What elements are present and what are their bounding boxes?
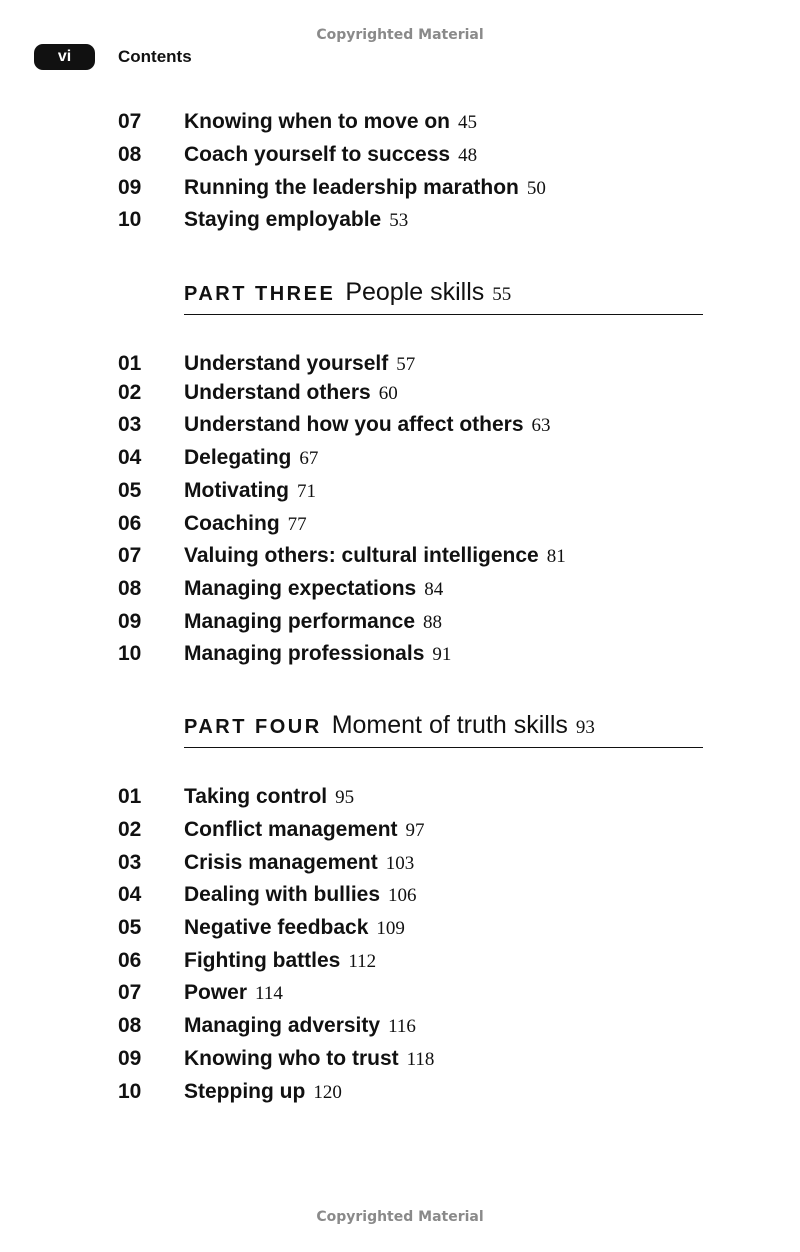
chapter-title: Understand others	[184, 381, 371, 404]
page-reference: 103	[385, 853, 415, 874]
chapter-number: 01	[118, 785, 142, 808]
chapter-title: Negative feedback	[184, 916, 369, 939]
page-reference: 63	[531, 415, 551, 436]
chapter-title: Managing expectations	[184, 577, 417, 600]
page-number-badge: vi	[34, 44, 95, 70]
chapter-title: Motivating	[184, 479, 289, 502]
page-reference: 106	[388, 885, 417, 906]
chapter-number: 04	[118, 883, 142, 906]
page-reference: 116	[388, 1016, 416, 1037]
copyright-watermark-bottom: Copyrighted Material	[316, 1209, 484, 1225]
chapter-number: 01	[118, 352, 142, 375]
chapter-number: 02	[118, 381, 142, 404]
chapter-number: 05	[118, 916, 142, 939]
page-reference: 114	[255, 983, 283, 1004]
page-reference: 97	[405, 820, 425, 841]
chapter-number: 03	[118, 413, 142, 436]
chapter-number: 07	[118, 981, 142, 1004]
chapter-title: Coach yourself to success	[184, 143, 451, 166]
chapter-title: Delegating	[184, 446, 292, 469]
chapter-title: Dealing with bullies	[184, 883, 381, 906]
part-page-reference: 93	[575, 717, 595, 738]
page-reference: 48	[458, 145, 478, 166]
page-reference: 109	[376, 918, 405, 939]
page-reference: 91	[432, 644, 452, 665]
part-label: PART FOUR	[184, 716, 322, 738]
chapter-title: Power	[184, 981, 248, 1004]
chapter-number: 10	[118, 642, 142, 665]
part-title: People skills	[345, 278, 485, 306]
page-reference: 50	[526, 178, 546, 199]
page-reference: 88	[423, 612, 443, 633]
chapter-title: Understand how you affect others	[184, 413, 524, 436]
chapter-title: Knowing when to move on	[184, 110, 450, 133]
chapter-number: 10	[118, 208, 142, 231]
page-reference: 84	[424, 579, 444, 600]
part-page-reference: 55	[492, 284, 512, 305]
page-reference: 77	[287, 514, 307, 535]
page-reference: 118	[406, 1049, 435, 1070]
chapter-title: Taking control	[184, 785, 328, 808]
chapter-title: Staying employable	[184, 208, 382, 231]
part-label: PART THREE	[184, 283, 336, 305]
copyright-watermark-top: Copyrighted Material	[316, 27, 484, 43]
page-reference: 71	[297, 481, 316, 502]
chapter-number: 08	[118, 577, 142, 600]
chapter-title: Managing professionals	[184, 642, 425, 665]
part-three-heading[interactable]	[184, 272, 703, 315]
chapter-title: Understand yourself	[184, 352, 389, 375]
chapter-number: 06	[118, 512, 142, 535]
chapter-title: Running the leadership marathon	[184, 176, 519, 199]
chapter-number: 03	[118, 851, 142, 874]
chapter-title: Conflict management	[184, 818, 398, 841]
part-four-heading[interactable]	[184, 705, 703, 748]
page-reference: 112	[348, 951, 377, 972]
chapter-number: 09	[118, 610, 142, 633]
page-reference: 120	[313, 1082, 342, 1103]
chapter-title: Managing adversity	[184, 1014, 381, 1037]
page-reference: 67	[299, 448, 319, 469]
chapter-number: 05	[118, 479, 142, 502]
chapter-title: Valuing others: cultural intelligence	[184, 544, 539, 567]
chapter-number: 10	[118, 1080, 142, 1103]
chapter-title: Coaching	[184, 512, 280, 535]
chapter-title: Crisis management	[184, 851, 378, 874]
chapter-number: 02	[118, 818, 142, 841]
chapter-number: 07	[118, 110, 142, 133]
chapter-number: 08	[118, 143, 142, 166]
chapter-number: 07	[118, 544, 142, 567]
page-reference: 95	[335, 787, 355, 808]
chapter-number: 04	[118, 446, 142, 469]
part-title: Moment of truth skills	[331, 711, 568, 739]
chapter-title: Managing performance	[184, 610, 416, 633]
chapter-title: Fighting battles	[184, 949, 341, 972]
chapter-number: 08	[118, 1014, 142, 1037]
chapter-title: Knowing who to trust	[184, 1047, 399, 1070]
chapter-number: 09	[118, 1047, 142, 1070]
page-reference: 81	[546, 546, 566, 567]
page-reference: 60	[378, 383, 398, 404]
page-reference: 57	[396, 354, 416, 375]
page-reference: 53	[389, 210, 409, 231]
chapter-number: 06	[118, 949, 142, 972]
page-reference: 45	[458, 112, 477, 133]
chapter-title: Stepping up	[184, 1080, 306, 1103]
chapter-number: 09	[118, 176, 142, 199]
running-head: Contents	[118, 47, 192, 66]
